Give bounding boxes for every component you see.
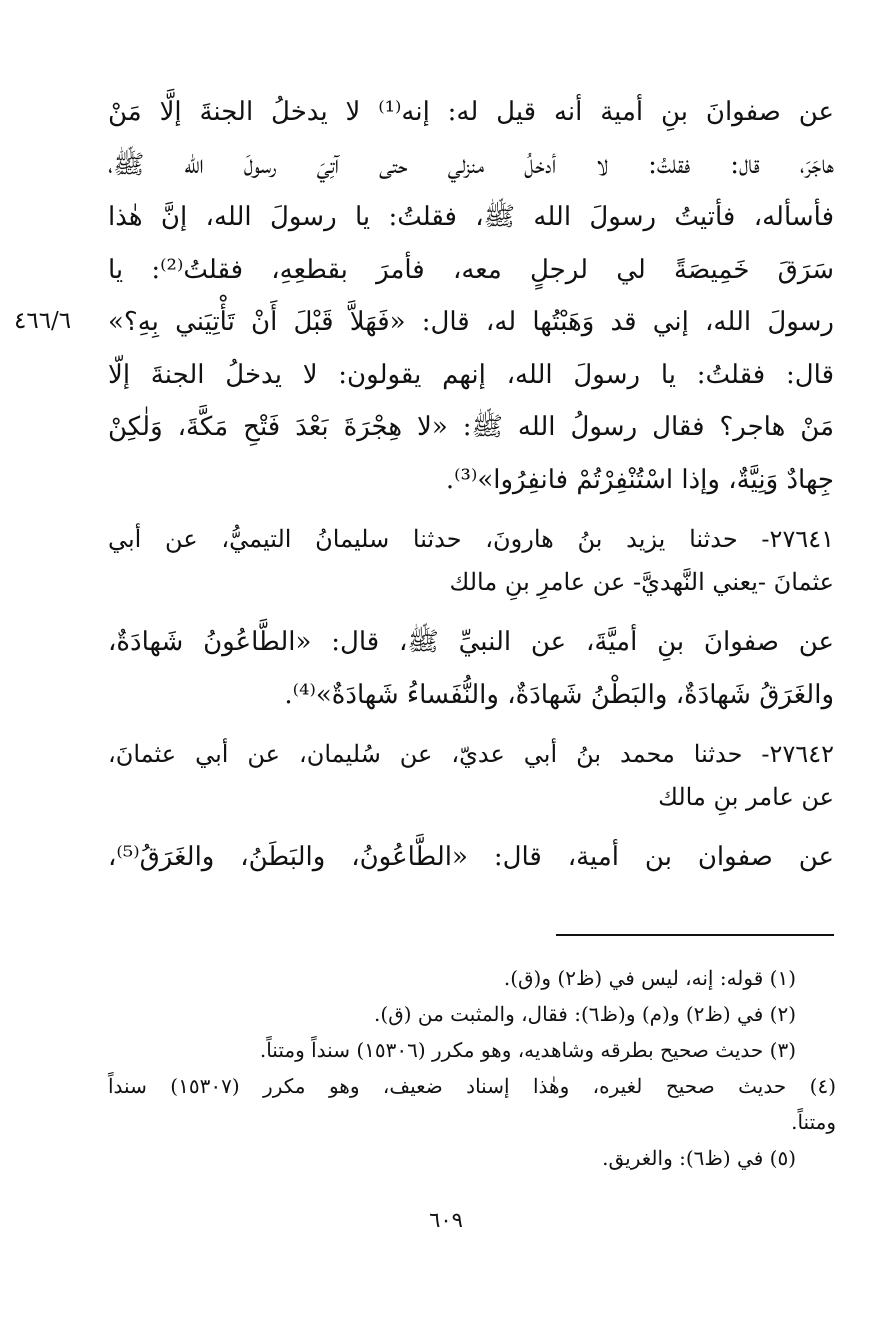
text-line: سَرَقَ خَمِيصَةً لي لرجلٍ معه، فأمرَ بقطعِهِ، فقلتُ⁽²⁾: يا [108,254,834,285]
isnad-line: ٢٧٦٤٢- حدثنا محمد بنُ أبي عديّ، عن سُليمان، عن أبي عثمانَ، [108,740,834,768]
text-line: عن صفوانَ بنِ أمية أنه قيل له: إنه⁽¹⁾ لا يدخلُ الجنةَ إلَّا مَنْ [108,97,834,127]
isnad-line: عن عامر بنِ مالك [658,783,834,811]
text-line: قال: فقلتُ: يا رسولَ الله، إنهم يقولون: لا يدخلُ الجنةَ إلّا [108,359,834,390]
text-line: والغَرَقُ شَهادَةٌ، والبَطْنُ شَهادَةٌ، والنُّفَساءُ شَهادَةٌ»⁽⁴⁾. [284,679,834,710]
isnad-line: ٢٧٦٤١- حدثنا يزيد بنُ هارونَ، حدثنا سليمانُ التيميُّ، عن أبي [108,525,834,553]
footnote-continuation: ومتناً. [791,1110,836,1134]
hadith-3-text [108,831,834,884]
footnote: (٢) في (ظ٢) و(م) و(ظ٦): فقال، والمثبت من (ق). [374,1002,796,1026]
footnotes [108,960,836,1176]
hadith-3-isnad [108,733,834,819]
footnote: (٤) حديث صحيح لغيره، وهٰذا إسناد ضعيف، وهو مكرر (١٥٣٠٧) سنداً [108,1074,836,1098]
footnote: (٣) حديث صحيح بطرقه وشاهديه، وهو مكرر (١٥٣٠٦) سنداً ومتناً. [259,1038,796,1062]
text-line: جِهادٌ وَنِيَّةٌ، وإذا اسْتُنْفِرْتُمْ فانفِرُوا»⁽³⁾. [445,464,834,495]
text-line: مَنْ هاجر؟ فقال رسولُ الله ﷺ: «لا هِجْرَةَ بَعْدَ فَتْحِ مَكَّةَ، وَلٰكِنْ [108,412,834,442]
hadith-2-isnad [108,518,834,604]
text-line: عن صفوانَ بنِ أميَّةَ، عن النبيِّ ﷺ، قال: «الطَّاعُونُ شَهادَةٌ، [108,627,834,657]
hadith-1-text [108,86,834,506]
main-text [108,86,834,884]
page-number: ٦٠٩ [429,1208,463,1232]
hadith-2-text [108,616,834,721]
text-line: عن صفوان بن أمية، قال: «الطَّاعُونُ، والبَطَنُ، والغَرَقُ⁽⁵⁾، [108,842,834,872]
text-line: رسولَ الله، إني قد وَهَبْتُها له، قال: «فَهَلاَّ قَبْلَ أَنْ تَأْتِيَني بِهِ؟» [108,307,834,337]
footnote-divider [556,934,834,936]
text-line: هاجَرَ، قال: فقلتُ: لا أدخلُ منزلي حتى آتِيَ رسولَ الله ﷺ، [108,149,834,180]
footnote: (٥) في (ظ٦): والغريق. [602,1146,796,1170]
margin-reference: ٤٦٦/٦ [14,308,72,334]
footnote: (١) قوله: إنه، ليس في (ظ٢) و(ق). [503,966,796,990]
isnad-line: عثمانَ -يعني النَّهديَّ- عن عامرِ بنِ مالك [449,568,834,596]
text-line: فأسأله، فأتيتُ رسولَ الله ﷺ، فقلتُ: يا رسولَ الله، إنَّ هٰذا [108,202,834,232]
